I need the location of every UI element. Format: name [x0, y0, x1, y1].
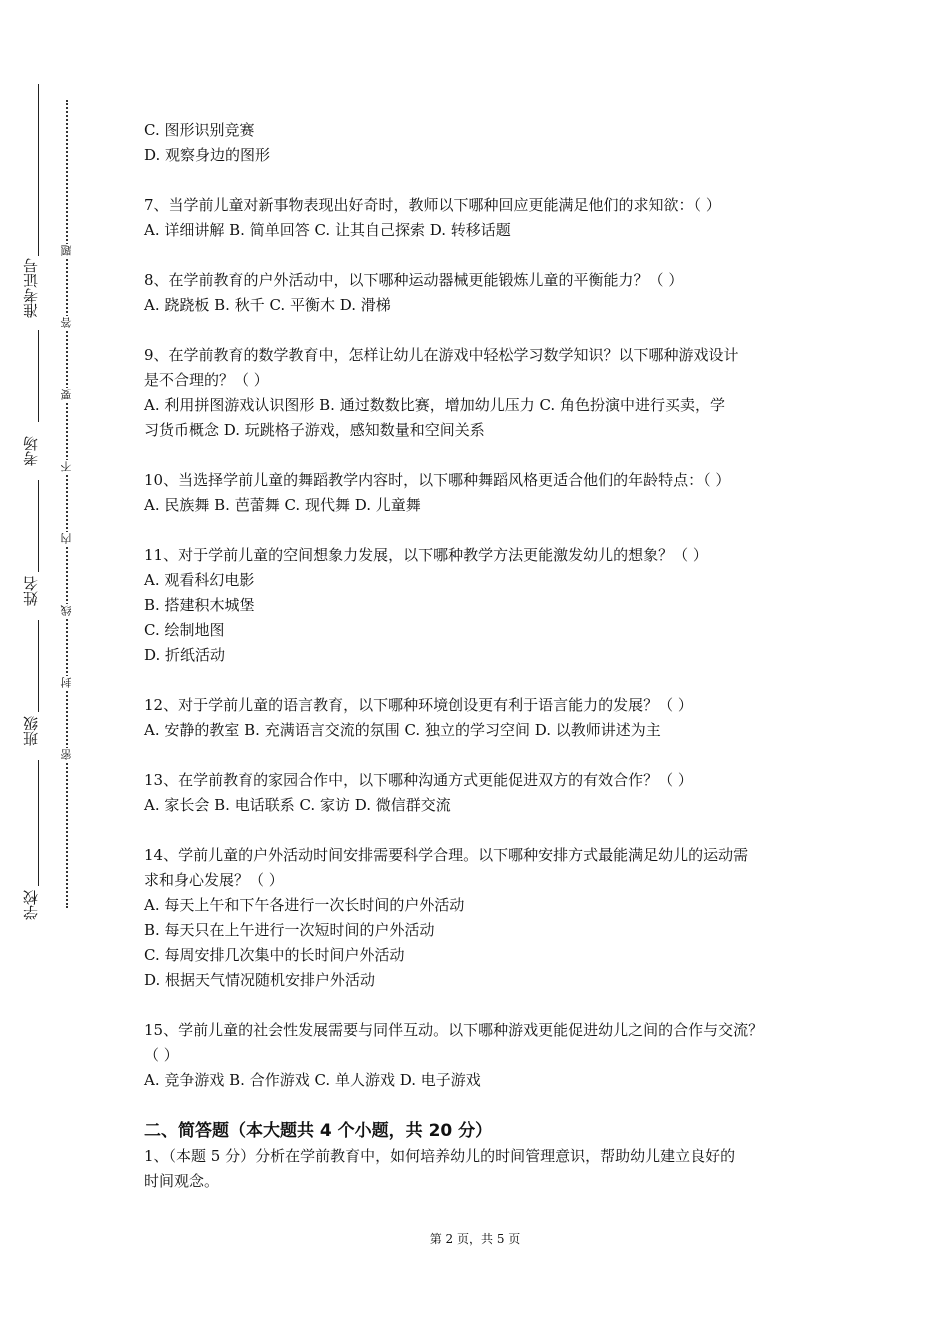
field-line-class [38, 620, 39, 712]
field-line-school [38, 760, 39, 886]
field-class-label: 班级 [22, 716, 40, 746]
seal-dotted-line [66, 100, 68, 908]
option-line: C. 图形识别竞赛 [144, 121, 255, 139]
question-line: （ ） [144, 1046, 179, 1064]
seal-char: 封 [60, 677, 73, 689]
question-line: A. 民族舞 B. 芭蕾舞 C. 现代舞 D. 儿童舞 [144, 496, 421, 514]
question-line: 14、学前儿童的户外活动时间安排需要科学合理。以下哪种安排方式最能满足幼儿的运动需 [144, 846, 749, 864]
question-7 [144, 193, 824, 243]
question-line: 求和身心发展？（ ） [144, 871, 284, 889]
question-9 [144, 343, 824, 443]
seal-char: 密 [60, 749, 73, 761]
question-line: 15、学前儿童的社会性发展需要与同伴互动。以下哪种游戏更能促进幼儿之间的合作与交流？ [144, 1021, 764, 1039]
question-line: 9、在学前教育的数学教育中，怎样让幼儿在游戏中轻松学习数学知识？以下哪种游戏设计 [144, 346, 739, 364]
question-line: A. 跷跷板 B. 秋千 C. 平衡木 D. 滑梯 [144, 296, 391, 314]
field-exam-room-label: 考场 [22, 436, 40, 466]
question-6-options [144, 118, 824, 168]
question-line: A. 观看科幻电影 [144, 571, 255, 589]
question-line: C. 每周安排几次集中的长时间户外活动 [144, 946, 405, 964]
question-line: 时间观念。 [144, 1172, 220, 1190]
question-line: A. 详细讲解 B. 简单回答 C. 让其自己探索 D. 转移话题 [144, 221, 511, 239]
seal-char: 线 [60, 605, 73, 617]
question-line: C. 绘制地图 [144, 621, 225, 639]
question-line: 是不合理的？（ ） [144, 371, 269, 389]
field-exam-id-label: 准考证号 [22, 258, 40, 318]
question-13 [144, 768, 824, 818]
question-14 [144, 843, 824, 993]
question-10 [144, 468, 824, 518]
question-line: A. 家长会 B. 电话联系 C. 家访 D. 微信群交流 [144, 796, 451, 814]
question-line: A. 竞争游戏 B. 合作游戏 C. 单人游戏 D. 电子游戏 [144, 1071, 481, 1089]
field-name-label: 姓名 [22, 576, 40, 606]
question-line: D. 折纸活动 [144, 646, 226, 664]
question-line: 8、在学前教育的户外活动中，以下哪种运动器械更能锻炼儿童的平衡能力？（ ） [144, 271, 684, 289]
question-line: B. 每天只在上午进行一次短时间的户外活动 [144, 921, 435, 939]
question-15 [144, 1018, 824, 1093]
question-12 [144, 693, 824, 743]
question-line: A. 安静的教室 B. 充满语言交流的氛围 C. 独立的学习空间 D. 以教师讲述为主 [144, 721, 661, 739]
seal-char: 内 [60, 533, 73, 545]
seal-char: 要 [60, 389, 73, 401]
question-line: 12、对于学前儿童的语言教育，以下哪种环境创设更有利于语言能力的发展？（ ） [144, 696, 693, 714]
section-title: 二、简答题（本大题共 4 个小题，共 20 分） [144, 1121, 493, 1141]
seal-char: 答 [60, 317, 73, 329]
option-line: D. 观察身边的图形 [144, 146, 271, 164]
field-line-exam-room [38, 330, 39, 422]
short-answer-question-1 [144, 1144, 824, 1194]
question-line: 7、当学前儿童对新事物表现出好奇时，教师以下哪种回应更能满足他们的求知欲：（ ） [144, 196, 721, 214]
question-line: 13、在学前教育的家园合作中，以下哪种沟通方式更能促进双方的有效合作？（ ） [144, 771, 693, 789]
question-line: A. 利用拼图游戏认识图形 B. 通过数数比赛，增加幼儿压力 C. 角色扮演中进行买卖，学 [144, 396, 725, 414]
question-11 [144, 543, 824, 668]
seal-char: 题 [60, 245, 73, 257]
question-line: 11、对于学前儿童的空间想象力发展，以下哪种教学方法更能激发幼儿的想象？（ ） [144, 546, 708, 564]
field-school-label: 学校 [22, 890, 40, 920]
question-line: 1、（本题 5 分）分析在学前教育中，如何培养幼儿的时间管理意识，帮助幼儿建立良好的 [144, 1147, 736, 1165]
question-line: B. 搭建积木城堡 [144, 596, 255, 614]
field-line-exam-id [38, 84, 39, 256]
field-line-name [38, 480, 39, 572]
question-line: A. 每天上午和下午各进行一次长时间的户外活动 [144, 896, 465, 914]
page-footer: 第 2 页，共 5 页 [429, 1232, 521, 1246]
exam-content [144, 118, 824, 1194]
question-line: D. 根据天气情况随机安排户外活动 [144, 971, 376, 989]
question-line: 10、当选择学前儿童的舞蹈教学内容时，以下哪种舞蹈风格更适合他们的年龄特点：（ ） [144, 471, 731, 489]
question-8 [144, 268, 824, 318]
question-line: 习货币概念 D. 玩跳格子游戏，感知数量和空间关系 [144, 421, 485, 439]
seal-char: 不 [60, 461, 73, 473]
